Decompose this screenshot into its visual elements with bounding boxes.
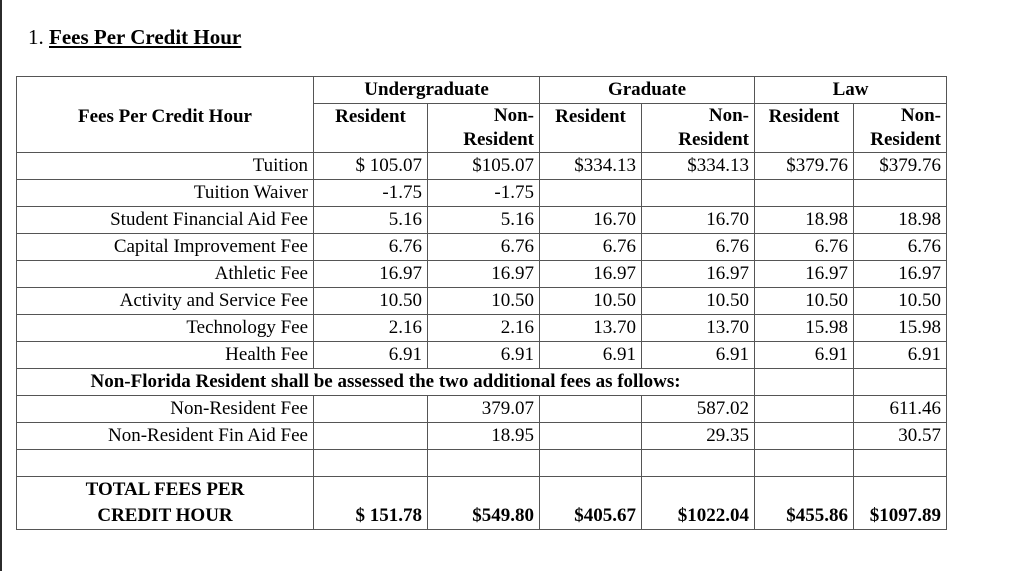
undergrad-resident-header: Resident <box>314 104 428 153</box>
fee-value-cell: 6.91 <box>540 342 642 369</box>
fee-value-cell: $379.76 <box>854 153 947 180</box>
total-value-cell: $1022.04 <box>642 477 755 530</box>
fee-value-cell: 15.98 <box>755 315 854 342</box>
empty-cell <box>17 450 314 477</box>
total-value-cell: $ 151.78 <box>314 477 428 530</box>
empty-cell <box>428 450 540 477</box>
non-florida-note-row <box>17 369 947 396</box>
nonresident-line1: Non- <box>708 105 750 126</box>
total-value-cell: $1097.89 <box>854 477 947 530</box>
fee-value-cell: 6.91 <box>314 342 428 369</box>
total-row <box>17 477 947 530</box>
total-value-cell: $405.67 <box>540 477 642 530</box>
fee-value-cell: 30.57 <box>854 423 947 450</box>
fee-value-cell: 16.97 <box>755 261 854 288</box>
fee-value-cell: 13.70 <box>642 315 755 342</box>
nonresident-line1: Non- <box>493 105 534 126</box>
fee-value-cell <box>314 396 428 423</box>
fee-value-cell: 5.16 <box>314 207 428 234</box>
fee-value-cell: 10.50 <box>642 288 755 315</box>
fee-value-cell: $ 105.07 <box>314 153 428 180</box>
non-resident-fee-row <box>17 423 947 450</box>
fee-value-cell <box>854 180 947 207</box>
row-label: Athletic Fee <box>17 261 314 288</box>
section-number: 1. <box>28 25 44 49</box>
fee-value-cell: 6.76 <box>642 234 755 261</box>
fee-value-cell <box>540 396 642 423</box>
fee-value-cell: 6.91 <box>642 342 755 369</box>
fee-value-cell: 10.50 <box>755 288 854 315</box>
undergrad-nonresident-header <box>428 104 540 153</box>
law-resident-header: Resident <box>755 104 854 153</box>
fee-value-cell: 6.76 <box>314 234 428 261</box>
fee-row <box>17 261 947 288</box>
empty-cell <box>854 369 947 396</box>
nonresident-line2: Resident <box>870 129 942 150</box>
fee-value-cell: 6.76 <box>540 234 642 261</box>
total-label-line1: TOTAL FEES PER <box>85 479 245 500</box>
fee-value-cell: 6.76 <box>854 234 947 261</box>
fee-value-cell <box>755 180 854 207</box>
fee-value-cell: 6.76 <box>428 234 540 261</box>
fee-value-cell: 18.98 <box>755 207 854 234</box>
fee-value-cell: 6.91 <box>428 342 540 369</box>
total-label-line2: CREDIT HOUR <box>97 505 233 526</box>
row-label: Tuition Waiver <box>17 180 314 207</box>
total-value-cell: $455.86 <box>755 477 854 530</box>
fee-value-cell <box>540 423 642 450</box>
grad-nonresident-header <box>642 104 755 153</box>
fee-value-cell: 18.98 <box>854 207 947 234</box>
section-title: Fees Per Credit Hour <box>49 25 242 49</box>
row-label: Tuition <box>17 153 314 180</box>
section-heading <box>28 24 241 50</box>
fee-value-cell: 10.50 <box>314 288 428 315</box>
fee-value-cell: 15.98 <box>854 315 947 342</box>
fee-value-cell: 587.02 <box>642 396 755 423</box>
fee-row <box>17 207 947 234</box>
fee-row <box>17 180 947 207</box>
fee-value-cell: 6.91 <box>854 342 947 369</box>
header-blank-cell <box>17 77 314 104</box>
fee-value-cell: $105.07 <box>428 153 540 180</box>
grad-resident-header: Resident <box>540 104 642 153</box>
empty-cell <box>642 450 755 477</box>
fee-value-cell: 16.97 <box>540 261 642 288</box>
nonresident-line1: Non- <box>900 105 942 126</box>
fees-table <box>16 76 947 530</box>
empty-cell <box>755 369 854 396</box>
fee-row <box>17 315 947 342</box>
fee-value-cell: 379.07 <box>428 396 540 423</box>
total-value-cell: $549.80 <box>428 477 540 530</box>
window-left-edge <box>0 0 2 571</box>
fee-value-cell <box>755 423 854 450</box>
row-label: Non-Resident Fee <box>17 396 314 423</box>
fee-value-cell: 16.97 <box>854 261 947 288</box>
fee-row <box>17 234 947 261</box>
fee-value-cell: -1.75 <box>428 180 540 207</box>
fee-value-cell <box>755 396 854 423</box>
fee-value-cell: 10.50 <box>854 288 947 315</box>
fee-value-cell: 2.16 <box>314 315 428 342</box>
empty-cell <box>755 450 854 477</box>
fee-row <box>17 153 947 180</box>
row-label: Health Fee <box>17 342 314 369</box>
header-group-row <box>17 77 947 104</box>
fee-row <box>17 342 947 369</box>
group-law: Law <box>755 77 947 104</box>
fee-value-cell: 2.16 <box>428 315 540 342</box>
fee-value-cell: 6.91 <box>755 342 854 369</box>
fee-value-cell <box>642 180 755 207</box>
row-label: Capital Improvement Fee <box>17 234 314 261</box>
fee-value-cell: $334.13 <box>540 153 642 180</box>
fee-value-cell: 29.35 <box>642 423 755 450</box>
row-label: Non-Resident Fin Aid Fee <box>17 423 314 450</box>
fee-value-cell: 5.16 <box>428 207 540 234</box>
fee-value-cell: 6.76 <box>755 234 854 261</box>
fee-value-cell: 16.97 <box>642 261 755 288</box>
row-label: Activity and Service Fee <box>17 288 314 315</box>
fee-row <box>17 288 947 315</box>
group-graduate: Graduate <box>540 77 755 104</box>
fee-value-cell: $334.13 <box>642 153 755 180</box>
empty-cell <box>314 450 428 477</box>
spacer-row <box>17 450 947 477</box>
fee-value-cell: 10.50 <box>428 288 540 315</box>
fee-value-cell: 16.97 <box>428 261 540 288</box>
fee-value-cell: 16.97 <box>314 261 428 288</box>
nonresident-line2: Resident <box>678 129 750 150</box>
empty-cell <box>854 450 947 477</box>
non-florida-note: Non-Florida Resident shall be assessed the two additional fees as follows: <box>17 369 755 396</box>
row-label: Technology Fee <box>17 315 314 342</box>
header-sub-row <box>17 104 947 153</box>
fee-value-cell: 10.50 <box>540 288 642 315</box>
law-nonresident-header <box>854 104 947 153</box>
fee-value-cell: -1.75 <box>314 180 428 207</box>
fee-value-cell: 16.70 <box>540 207 642 234</box>
nonresident-line2: Resident <box>463 129 534 150</box>
fee-value-cell <box>540 180 642 207</box>
total-label <box>17 477 314 530</box>
empty-cell <box>540 450 642 477</box>
row-label: Student Financial Aid Fee <box>17 207 314 234</box>
fee-value-cell <box>314 423 428 450</box>
fee-value-cell: 16.70 <box>642 207 755 234</box>
fee-value-cell: 611.46 <box>854 396 947 423</box>
fee-value-cell: 13.70 <box>540 315 642 342</box>
fee-value-cell: 18.95 <box>428 423 540 450</box>
fees-per-credit-hour-header: Fees Per Credit Hour <box>17 104 314 153</box>
group-undergraduate: Undergraduate <box>314 77 540 104</box>
fee-value-cell: $379.76 <box>755 153 854 180</box>
non-resident-fee-row <box>17 396 947 423</box>
